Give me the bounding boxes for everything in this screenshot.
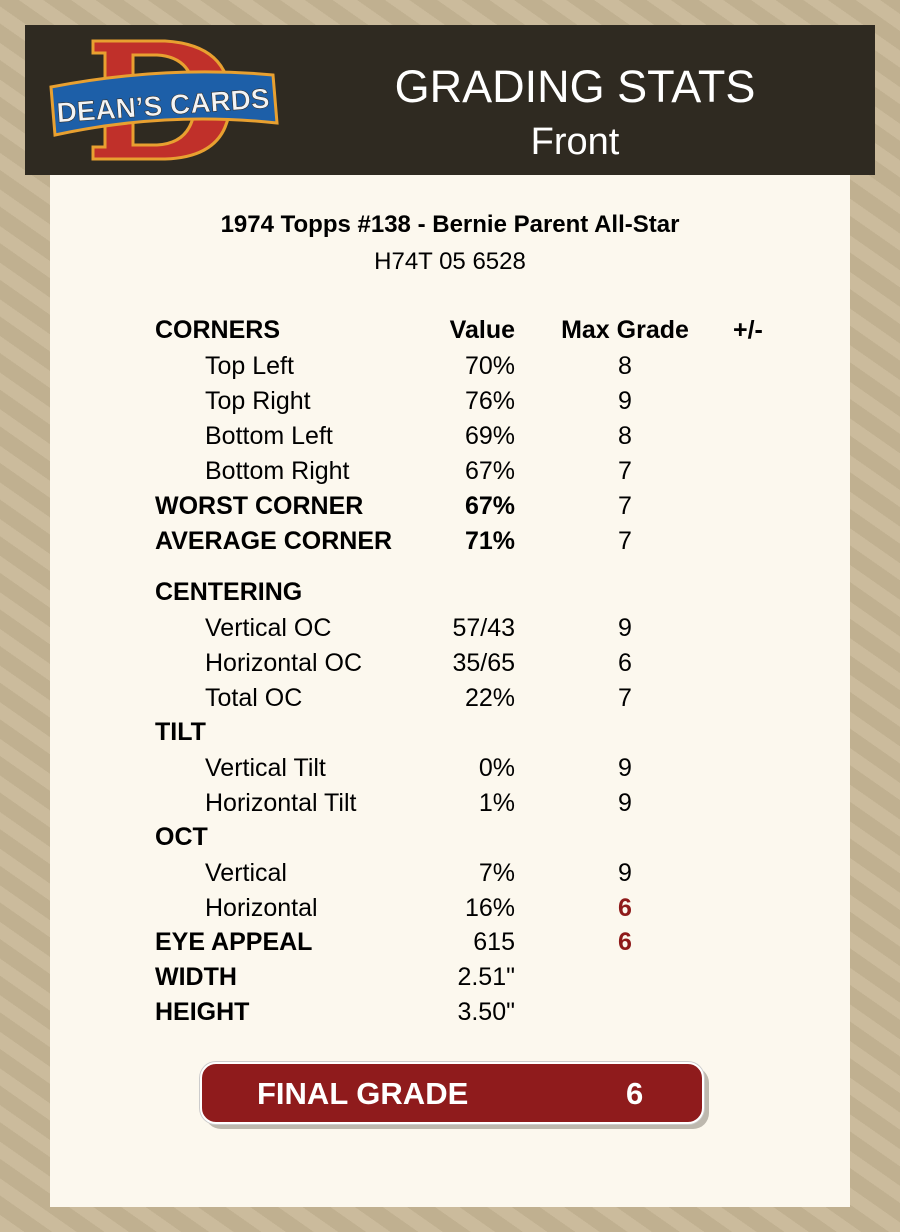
- stat-row: [50, 527, 850, 559]
- stat-value: 76%: [464, 387, 515, 415]
- stat-label: Top Left: [205, 352, 294, 380]
- stat-max-grade: 9: [618, 387, 632, 415]
- stat-row: [50, 614, 850, 646]
- stat-max-grade: 7: [618, 527, 632, 555]
- stat-label: CENTERING: [155, 578, 303, 606]
- stat-row: [50, 352, 850, 384]
- stat-value: 7%: [478, 859, 515, 887]
- page-title: GRADING STATS: [394, 61, 756, 112]
- stat-value: 67%: [464, 492, 515, 520]
- stat-row: [50, 894, 850, 926]
- stat-label: TILT: [155, 718, 206, 746]
- stats-panel: [50, 175, 850, 1207]
- stat-label: Total OC: [205, 684, 303, 712]
- stat-label: AVERAGE CORNER: [155, 527, 393, 555]
- stat-row: [50, 649, 850, 681]
- stat-max-grade: 7: [618, 457, 632, 485]
- stat-row: [50, 387, 850, 419]
- stat-max-grade: 7: [618, 684, 632, 712]
- stat-max-grade: 9: [618, 614, 632, 642]
- stat-max-grade: 6: [618, 894, 632, 922]
- header-bar: [25, 25, 875, 175]
- stat-value: 69%: [464, 422, 515, 450]
- column-header-max-grade: Max Grade: [561, 316, 689, 344]
- stat-max-grade: 9: [618, 754, 632, 782]
- stat-value: 2.51": [457, 963, 515, 991]
- page-subtitle: Front: [530, 121, 620, 163]
- cert-number: H74T 05 6528: [374, 248, 526, 275]
- stat-row: [50, 718, 850, 750]
- deans-cards-logo: [45, 35, 285, 165]
- stat-row: [50, 823, 850, 855]
- stat-label: Horizontal OC: [205, 649, 362, 677]
- stat-max-grade: 8: [618, 352, 632, 380]
- stat-row: [50, 578, 850, 610]
- stat-max-grade: 9: [618, 859, 632, 887]
- final-grade-badge: [200, 1062, 704, 1124]
- stat-label: EYE APPEAL: [155, 928, 313, 956]
- stat-value: 615: [473, 928, 515, 956]
- stat-value: 3.50": [457, 998, 515, 1026]
- stat-label: OCT: [155, 823, 208, 851]
- final-grade-value: 6: [626, 1076, 644, 1111]
- stat-label: CORNERS: [155, 316, 281, 344]
- stat-row: [50, 492, 850, 524]
- stat-max-grade: 7: [618, 492, 632, 520]
- stat-max-grade: 8: [618, 422, 632, 450]
- stat-label: Top Right: [205, 387, 311, 415]
- stat-row: [50, 859, 850, 891]
- stat-value: 22%: [464, 684, 515, 712]
- stat-max-grade: 9: [618, 789, 632, 817]
- stat-row: [50, 457, 850, 489]
- svg-text:DEAN’S CARDS: DEAN’S CARDS: [55, 82, 271, 129]
- stat-label: Horizontal Tilt: [205, 789, 357, 817]
- stat-row: [50, 316, 850, 348]
- stat-label: Bottom Left: [205, 422, 333, 450]
- stat-row: [50, 998, 850, 1030]
- stat-value: 0%: [478, 754, 515, 782]
- column-header-value: Value: [449, 316, 515, 344]
- stat-label: WIDTH: [155, 963, 237, 991]
- stat-value: 57/43: [452, 614, 515, 642]
- stat-row: [50, 789, 850, 821]
- stat-label: Horizontal: [205, 894, 318, 922]
- stat-label: WORST CORNER: [155, 492, 364, 520]
- stat-label: Vertical Tilt: [205, 754, 326, 782]
- stat-value: 70%: [464, 352, 515, 380]
- stat-row: [50, 928, 850, 960]
- stat-label: Vertical: [205, 859, 287, 887]
- stat-label: Bottom Right: [205, 457, 350, 485]
- stat-label: Vertical OC: [205, 614, 332, 642]
- column-header-plus-minus: +/-: [733, 316, 763, 344]
- stat-max-grade: 6: [618, 928, 632, 956]
- stat-row: [50, 963, 850, 995]
- stat-value: 1%: [478, 789, 515, 817]
- stat-row: [50, 684, 850, 716]
- stat-max-grade: 6: [618, 649, 632, 677]
- stat-value: 16%: [464, 894, 515, 922]
- card-title: 1974 Topps #138 - Bernie Parent All-Star: [220, 211, 680, 238]
- stat-value: 67%: [464, 457, 515, 485]
- stat-row: [50, 754, 850, 786]
- stat-row: [50, 422, 850, 454]
- stat-label: HEIGHT: [155, 998, 250, 1026]
- stat-value: 71%: [464, 527, 515, 555]
- stat-value: 35/65: [452, 649, 515, 677]
- final-grade-label: FINAL GRADE: [257, 1076, 469, 1111]
